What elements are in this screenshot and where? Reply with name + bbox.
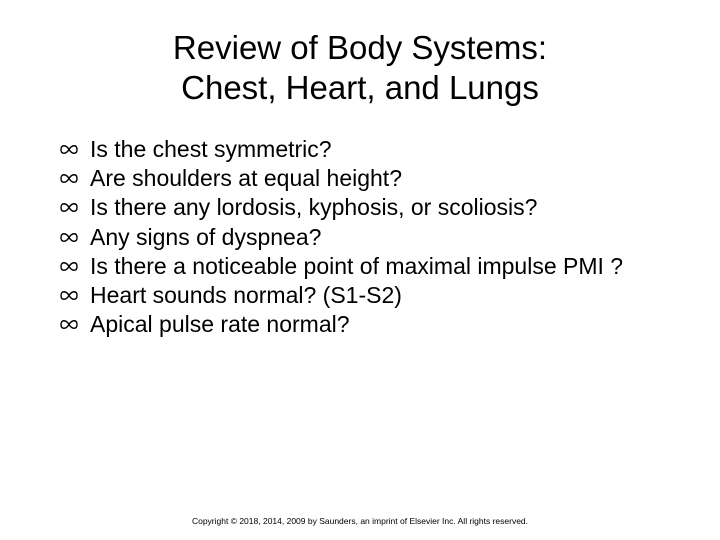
- bullet-text: Heart sounds normal? (S1-S2): [90, 282, 402, 309]
- infinity-bullet-icon: [58, 318, 80, 331]
- bullet-list: [58, 135, 698, 339]
- bullet-item: [58, 193, 698, 222]
- infinity-bullet-icon: [58, 231, 80, 244]
- bullet-item: [58, 281, 698, 310]
- infinity-bullet-icon: [58, 172, 80, 185]
- bullet-text: Are shoulders at equal height?: [90, 165, 402, 192]
- bullet-text: Is there a noticeable point of maximal impulse PMI ?: [90, 252, 624, 279]
- infinity-bullet-icon: [58, 143, 80, 156]
- infinity-bullet-icon: [58, 260, 80, 273]
- bullet-item: [58, 310, 698, 339]
- slide-title-line-2: Chest, Heart, and Lungs: [181, 69, 539, 106]
- bullet-item: [58, 223, 698, 252]
- bullet-text: Is the chest symmetric?: [90, 136, 332, 162]
- bullet-text: Apical pulse rate normal?: [90, 311, 350, 338]
- slide-title: [60, 28, 660, 108]
- bullet-text: Is there any lordosis, kyphosis, or scoliosis?: [90, 194, 538, 221]
- bullet-item: [58, 135, 698, 164]
- copyright-footer: Copyright © 2018, 2014, 2009 by Saunders, an imprint of Elsevier Inc. All rights reserved.: [191, 516, 529, 526]
- slide-title-line-1: Review of Body Systems:: [172, 29, 548, 66]
- bullet-item: [58, 164, 698, 193]
- infinity-bullet-icon: [58, 201, 80, 214]
- bullet-item: [58, 252, 698, 281]
- infinity-bullet-icon: [58, 289, 80, 302]
- bullet-text: Any signs of dyspnea?: [90, 223, 322, 250]
